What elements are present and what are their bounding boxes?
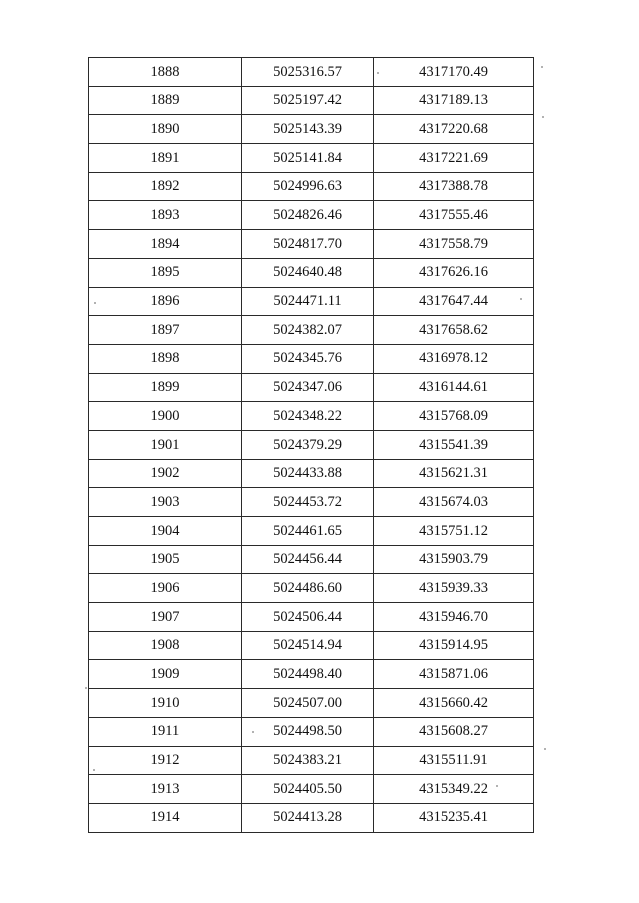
point-number-cell: 1904 bbox=[89, 517, 242, 546]
table-row bbox=[89, 115, 534, 144]
x-coordinate-cell: 5024382.07 bbox=[242, 316, 374, 345]
table-row bbox=[89, 689, 534, 718]
table-row bbox=[89, 258, 534, 287]
y-coordinate-cell: 4315674.03 bbox=[374, 488, 534, 517]
point-number-cell: 1896 bbox=[89, 287, 242, 316]
table-row bbox=[89, 803, 534, 832]
y-coordinate-cell: 4317658.62 bbox=[374, 316, 534, 345]
point-number-cell: 1903 bbox=[89, 488, 242, 517]
table-row bbox=[89, 373, 534, 402]
table-row bbox=[89, 344, 534, 373]
point-number-cell: 1894 bbox=[89, 230, 242, 259]
x-coordinate-cell: 5024345.76 bbox=[242, 344, 374, 373]
table-row bbox=[89, 287, 534, 316]
table-row bbox=[89, 144, 534, 173]
y-coordinate-cell: 4315903.79 bbox=[374, 545, 534, 574]
point-number-cell: 1888 bbox=[89, 58, 242, 87]
scan-speck bbox=[252, 731, 254, 733]
x-coordinate-cell: 5025143.39 bbox=[242, 115, 374, 144]
x-coordinate-cell: 5024379.29 bbox=[242, 430, 374, 459]
point-number-cell: 1901 bbox=[89, 430, 242, 459]
point-number-cell: 1910 bbox=[89, 689, 242, 718]
point-number-cell: 1905 bbox=[89, 545, 242, 574]
table-row bbox=[89, 545, 534, 574]
y-coordinate-cell: 4317220.68 bbox=[374, 115, 534, 144]
y-coordinate-cell: 4317555.46 bbox=[374, 201, 534, 230]
table-row bbox=[89, 86, 534, 115]
point-number-cell: 1895 bbox=[89, 258, 242, 287]
table-row bbox=[89, 631, 534, 660]
y-coordinate-cell: 4315751.12 bbox=[374, 517, 534, 546]
coordinates-table-body bbox=[89, 58, 534, 833]
x-coordinate-cell: 5024506.44 bbox=[242, 603, 374, 632]
table-row bbox=[89, 172, 534, 201]
point-number-cell: 1900 bbox=[89, 402, 242, 431]
y-coordinate-cell: 4315541.39 bbox=[374, 430, 534, 459]
x-coordinate-cell: 5025316.57 bbox=[242, 58, 374, 87]
x-coordinate-cell: 5024817.70 bbox=[242, 230, 374, 259]
table-row bbox=[89, 717, 534, 746]
y-coordinate-cell: 4316978.12 bbox=[374, 344, 534, 373]
point-number-cell: 1912 bbox=[89, 746, 242, 775]
x-coordinate-cell: 5024826.46 bbox=[242, 201, 374, 230]
table-row bbox=[89, 517, 534, 546]
point-number-cell: 1906 bbox=[89, 574, 242, 603]
point-number-cell: 1889 bbox=[89, 86, 242, 115]
scan-speck bbox=[496, 785, 498, 787]
point-number-cell: 1892 bbox=[89, 172, 242, 201]
point-number-cell: 1890 bbox=[89, 115, 242, 144]
scan-speck bbox=[93, 769, 95, 771]
table-row bbox=[89, 201, 534, 230]
point-number-cell: 1913 bbox=[89, 775, 242, 804]
table-row bbox=[89, 746, 534, 775]
table-row bbox=[89, 574, 534, 603]
x-coordinate-cell: 5024347.06 bbox=[242, 373, 374, 402]
y-coordinate-cell: 4315768.09 bbox=[374, 402, 534, 431]
x-coordinate-cell: 5024405.50 bbox=[242, 775, 374, 804]
table-row bbox=[89, 775, 534, 804]
x-coordinate-cell: 5024996.63 bbox=[242, 172, 374, 201]
y-coordinate-cell: 4317221.69 bbox=[374, 144, 534, 173]
table-row bbox=[89, 402, 534, 431]
y-coordinate-cell: 4315608.27 bbox=[374, 717, 534, 746]
coordinates-table bbox=[88, 57, 534, 833]
table-row bbox=[89, 603, 534, 632]
x-coordinate-cell: 5024514.94 bbox=[242, 631, 374, 660]
y-coordinate-cell: 4315946.70 bbox=[374, 603, 534, 632]
y-coordinate-cell: 4317170.49 bbox=[374, 58, 534, 87]
scan-speck bbox=[377, 72, 379, 74]
point-number-cell: 1914 bbox=[89, 803, 242, 832]
scan-speck bbox=[85, 687, 87, 689]
y-coordinate-cell: 4315914.95 bbox=[374, 631, 534, 660]
x-coordinate-cell: 5024640.48 bbox=[242, 258, 374, 287]
point-number-cell: 1893 bbox=[89, 201, 242, 230]
y-coordinate-cell: 4315660.42 bbox=[374, 689, 534, 718]
x-coordinate-cell: 5024383.21 bbox=[242, 746, 374, 775]
x-coordinate-cell: 5024498.50 bbox=[242, 717, 374, 746]
point-number-cell: 1908 bbox=[89, 631, 242, 660]
x-coordinate-cell: 5024498.40 bbox=[242, 660, 374, 689]
point-number-cell: 1899 bbox=[89, 373, 242, 402]
x-coordinate-cell: 5024348.22 bbox=[242, 402, 374, 431]
scan-speck bbox=[541, 66, 543, 68]
table-row bbox=[89, 459, 534, 488]
table-row bbox=[89, 316, 534, 345]
x-coordinate-cell: 5024456.44 bbox=[242, 545, 374, 574]
x-coordinate-cell: 5024486.60 bbox=[242, 574, 374, 603]
x-coordinate-cell: 5024461.65 bbox=[242, 517, 374, 546]
scan-speck bbox=[544, 748, 546, 750]
y-coordinate-cell: 4315871.06 bbox=[374, 660, 534, 689]
y-coordinate-cell: 4315511.91 bbox=[374, 746, 534, 775]
point-number-cell: 1909 bbox=[89, 660, 242, 689]
y-coordinate-cell: 4317626.16 bbox=[374, 258, 534, 287]
table-row bbox=[89, 230, 534, 259]
point-number-cell: 1891 bbox=[89, 144, 242, 173]
x-coordinate-cell: 5024507.00 bbox=[242, 689, 374, 718]
y-coordinate-cell: 4315939.33 bbox=[374, 574, 534, 603]
x-coordinate-cell: 5024433.88 bbox=[242, 459, 374, 488]
point-number-cell: 1907 bbox=[89, 603, 242, 632]
table-row bbox=[89, 58, 534, 87]
point-number-cell: 1897 bbox=[89, 316, 242, 345]
y-coordinate-cell: 4317647.44 bbox=[374, 287, 534, 316]
point-number-cell: 1898 bbox=[89, 344, 242, 373]
y-coordinate-cell: 4317558.79 bbox=[374, 230, 534, 259]
x-coordinate-cell: 5024453.72 bbox=[242, 488, 374, 517]
point-number-cell: 1911 bbox=[89, 717, 242, 746]
x-coordinate-cell: 5025141.84 bbox=[242, 144, 374, 173]
table-row bbox=[89, 488, 534, 517]
x-coordinate-cell: 5025197.42 bbox=[242, 86, 374, 115]
y-coordinate-cell: 4317189.13 bbox=[374, 86, 534, 115]
scan-speck bbox=[542, 116, 544, 118]
table-row bbox=[89, 660, 534, 689]
scan-speck bbox=[94, 302, 96, 304]
y-coordinate-cell: 4315349.22 bbox=[374, 775, 534, 804]
x-coordinate-cell: 5024413.28 bbox=[242, 803, 374, 832]
scan-speck bbox=[520, 298, 522, 300]
y-coordinate-cell: 4315621.31 bbox=[374, 459, 534, 488]
point-number-cell: 1902 bbox=[89, 459, 242, 488]
table-row bbox=[89, 430, 534, 459]
y-coordinate-cell: 4315235.41 bbox=[374, 803, 534, 832]
y-coordinate-cell: 4316144.61 bbox=[374, 373, 534, 402]
y-coordinate-cell: 4317388.78 bbox=[374, 172, 534, 201]
x-coordinate-cell: 5024471.11 bbox=[242, 287, 374, 316]
